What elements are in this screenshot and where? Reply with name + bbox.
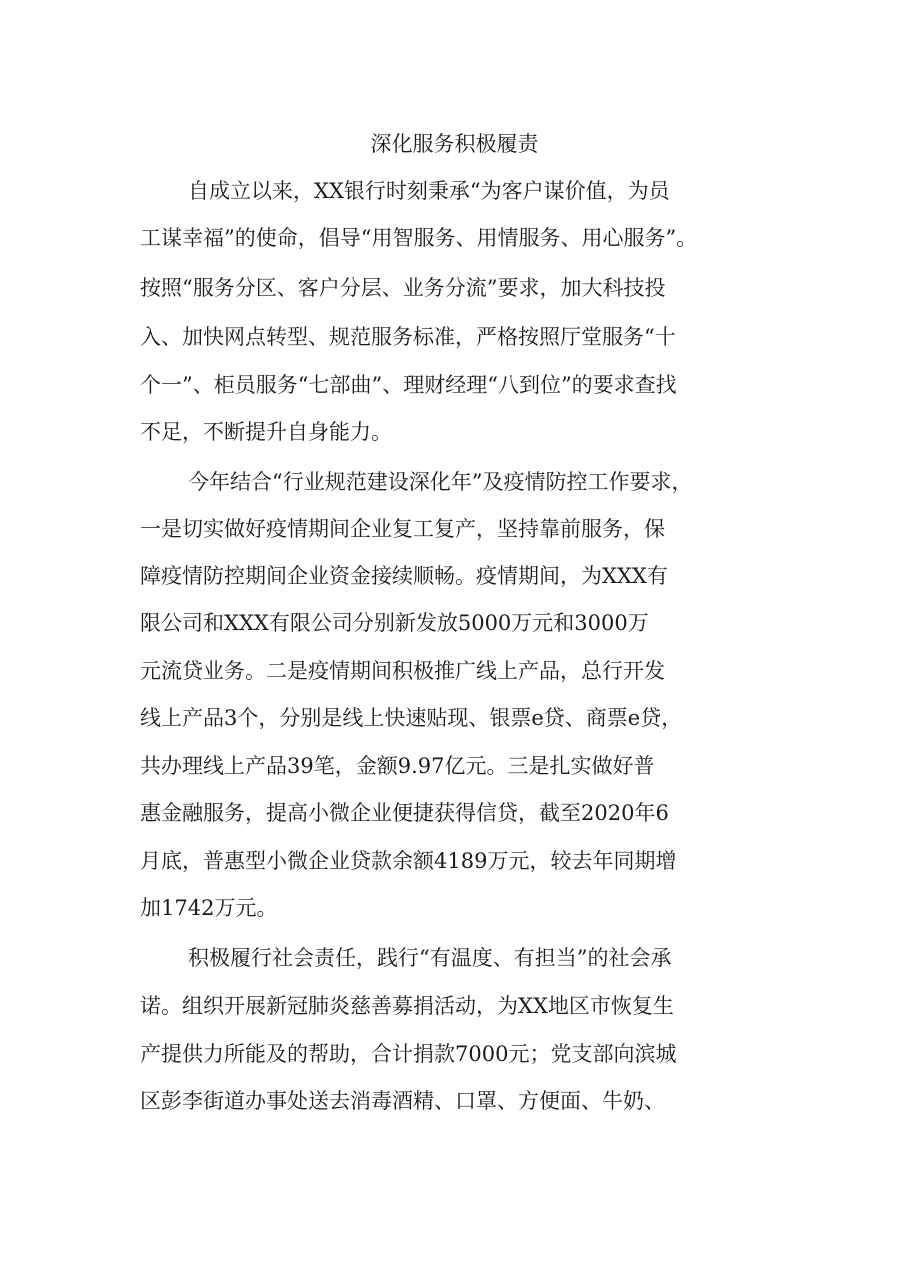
paragraph-2-line-2: 一是切实做好疫情期间企业复工复产，坚持靠前服务，保 [140,517,665,541]
paragraph-1-line-1: 自成立以来，XX银行时刻秉承“为客户谋价值，为员 [188,179,670,203]
paragraph-2-line-10: 加1742万元。 [140,896,278,920]
paragraph-1-line-5: 个一”、柜员服务“七部曲”、理财经理“八到位”的要求查找 [140,373,677,397]
paragraph-1-line-3: 按照“服务分区、客户分层、业务分流”要求，加大科技投 [140,276,666,300]
paragraph-1-line-4: 入、加快网点转型、规范服务标准，严格按照厅堂服务“十 [140,325,676,349]
paragraph-2-line-3: 障疫情防控期间企业资金接续顺畅。疫情期间，为XXX有 [140,564,668,588]
paragraph-2-line-9: 月底，普惠型小微企业贷款余额4189万元，较去年同期增 [140,849,677,873]
paragraph-2-line-4: 限公司和XXX有限公司分别新发放5000万元和3000万 [140,611,649,635]
paragraph-3-line-2: 诺。组织开展新冠肺炎慈善募捐活动，为XX地区市恢复生 [140,994,674,1018]
paragraph-1-line-6: 不足，不断提升自身能力。 [140,420,392,444]
paragraph-2-line-6: 线上产品3个，分别是线上快速贴现、银票e贷、商票e贷， [140,706,683,730]
paragraph-3-line-1: 积极履行社会责任，践行“有温度、有担当”的社会承 [188,946,672,970]
paragraph-2-line-8: 惠金融服务，提高小微企业便捷获得信贷，截至2020年6 [140,801,669,825]
paragraph-3-line-3: 产提供力所能及的帮助，合计捐款7000元；党支部向滨城 [140,1042,677,1066]
paragraph-1-line-2: 工谋幸福”的使命，倡导“用智服务、用情服务、用心服务”。 [140,226,698,250]
paragraph-2-line-1: 今年结合“行业规范建设深化年”及疫情防控工作要求， [188,470,693,494]
paragraph-2-line-7: 共办理线上产品39笔，金额9.97亿元。三是扎实做好普 [140,754,655,778]
paragraph-2-line-5: 元流贷业务。二是疫情期间积极推广线上产品，总行开发 [140,659,665,683]
document-title: 深化服务积极履责 [370,132,539,156]
paragraph-3-line-4: 区彭李街道办事处送去消毒酒精、口罩、方便面、牛奶、 [140,1089,665,1113]
